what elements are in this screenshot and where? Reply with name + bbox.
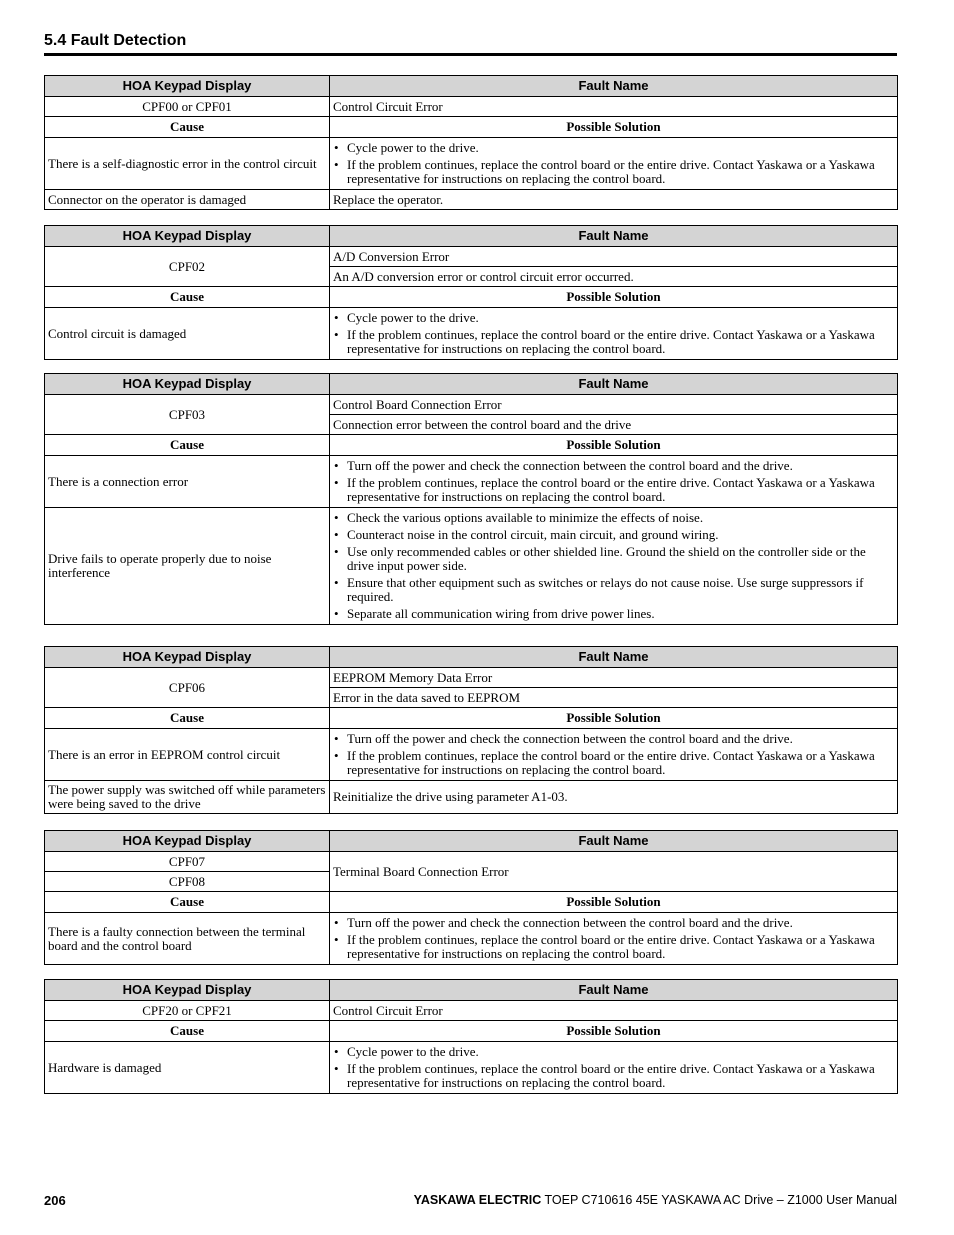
fault-table-cpf03 <box>44 373 898 625</box>
cause-text: There is an error in EEPROM control circuit <box>45 729 330 781</box>
solution-item: • If the problem continues, replace the control board or the entire drive. Contact Yaskawa or a Yaskawa representative for instructions on replacing the control board. <box>333 1062 894 1090</box>
keypad-display-value: CPF20 or CPF21 <box>45 1001 330 1021</box>
fault-name-value: Control Circuit Error <box>330 1001 898 1021</box>
solution-item: • Turn off the power and check the connection between the control board and the drive. <box>333 459 894 473</box>
cause-text: There is a connection error <box>45 456 330 508</box>
solution-item: • Cycle power to the drive. <box>333 1045 894 1059</box>
solution-item: • Turn off the power and check the connection between the control board and the drive. <box>333 732 894 746</box>
solution-item: • If the problem continues, replace the control board or the entire drive. Contact Yaskawa or a Yaskawa representative for instructions on replacing the control board. <box>333 749 894 777</box>
solution-item: • Check the various options available to minimize the effects of noise. <box>333 511 894 525</box>
fault-name-value: Control Board Connection Error <box>330 395 898 415</box>
solution-cell <box>330 456 898 508</box>
hoa-keypad-display-header: HOA Keypad Display <box>45 980 330 1001</box>
fault-name-value: Terminal Board Connection Error <box>330 852 898 892</box>
keypad-display-value: CPF00 or CPF01 <box>45 97 330 117</box>
cause-header: Cause <box>45 435 330 456</box>
fault-name-header: Fault Name <box>330 831 898 852</box>
solution-cell <box>330 308 898 360</box>
section-title: 5.4 Fault Detection <box>44 32 897 56</box>
hoa-keypad-display-header: HOA Keypad Display <box>45 647 330 668</box>
cause-text: There is a faulty connection between the terminal board and the control board <box>45 913 330 965</box>
possible-solution-header: Possible Solution <box>330 287 898 308</box>
solution-cell <box>330 508 898 625</box>
fault-description: An A/D conversion error or control circuit error occurred. <box>330 267 898 287</box>
fault-name-header: Fault Name <box>330 76 898 97</box>
hoa-keypad-display-header: HOA Keypad Display <box>45 831 330 852</box>
fault-name-header: Fault Name <box>330 374 898 395</box>
solution-text: Reinitialize the drive using parameter A1-03. <box>330 781 898 814</box>
fault-name-value: EEPROM Memory Data Error <box>330 668 898 688</box>
fault-name-value: Control Circuit Error <box>330 97 898 117</box>
keypad-display-value: CPF03 <box>45 395 330 435</box>
footer-brand: YASKAWA ELECTRIC <box>413 1193 542 1207</box>
footer-doc-title: TOEP C710616 45E YASKAWA AC Drive – Z1000 User Manual <box>541 1193 897 1207</box>
footer-doc-info <box>414 1193 897 1207</box>
solution-item: • If the problem continues, replace the control board or the entire drive. Contact Yaskawa or a Yaskawa representative for instructions on replacing the control board. <box>333 328 894 356</box>
solution-item: • Separate all communication wiring from drive power lines. <box>333 607 894 621</box>
cause-text: Drive fails to operate properly due to noise interference <box>45 508 330 625</box>
cause-header: Cause <box>45 1021 330 1042</box>
possible-solution-header: Possible Solution <box>330 117 898 138</box>
fault-description: Error in the data saved to EEPROM <box>330 688 898 708</box>
cause-header: Cause <box>45 287 330 308</box>
page-number: 206 <box>44 1193 66 1208</box>
solution-item: • Turn off the power and check the connection between the control board and the drive. <box>333 916 894 930</box>
solution-cell <box>330 138 898 190</box>
solution-item: • If the problem continues, replace the control board or the entire drive. Contact Yaskawa or a Yaskawa representative for instructions on replacing the control board. <box>333 158 894 186</box>
fault-description: Connection error between the control board and the drive <box>330 415 898 435</box>
solution-cell <box>330 913 898 965</box>
keypad-display-value: CPF08 <box>45 872 330 892</box>
fault-table-cpf00-cpf01 <box>44 75 898 210</box>
cause-text: There is a self-diagnostic error in the control circuit <box>45 138 330 190</box>
fault-table-cpf06 <box>44 646 898 814</box>
fault-table-cpf20-cpf21 <box>44 979 898 1094</box>
fault-name-header: Fault Name <box>330 980 898 1001</box>
hoa-keypad-display-header: HOA Keypad Display <box>45 76 330 97</box>
hoa-keypad-display-header: HOA Keypad Display <box>45 226 330 247</box>
possible-solution-header: Possible Solution <box>330 708 898 729</box>
cause-text: Hardware is damaged <box>45 1042 330 1094</box>
keypad-display-value: CPF06 <box>45 668 330 708</box>
solution-item: • Counteract noise in the control circuit, main circuit, and ground wiring. <box>333 528 894 542</box>
solution-item: • Cycle power to the drive. <box>333 311 894 325</box>
fault-table-cpf02 <box>44 225 898 360</box>
fault-table-cpf07-cpf08 <box>44 830 898 965</box>
cause-header: Cause <box>45 892 330 913</box>
possible-solution-header: Possible Solution <box>330 435 898 456</box>
possible-solution-header: Possible Solution <box>330 892 898 913</box>
solution-text: Replace the operator. <box>330 190 898 210</box>
keypad-display-value: CPF02 <box>45 247 330 287</box>
fault-name-header: Fault Name <box>330 226 898 247</box>
keypad-display-value: CPF07 <box>45 852 330 872</box>
solution-item: • If the problem continues, replace the control board or the entire drive. Contact Yaskawa or a Yaskawa representative for instructions on replacing the control board. <box>333 933 894 961</box>
cause-header: Cause <box>45 708 330 729</box>
cause-text: Connector on the operator is damaged <box>45 190 330 210</box>
cause-text: The power supply was switched off while parameters were being saved to the drive <box>45 781 330 814</box>
fault-name-header: Fault Name <box>330 647 898 668</box>
fault-name-value: A/D Conversion Error <box>330 247 898 267</box>
solution-item: • Cycle power to the drive. <box>333 141 894 155</box>
solution-item: • Ensure that other equipment such as switches or relays do not cause noise. Use surge suppressors if required. <box>333 576 894 604</box>
cause-header: Cause <box>45 117 330 138</box>
hoa-keypad-display-header: HOA Keypad Display <box>45 374 330 395</box>
solution-item: • Use only recommended cables or other shielded line. Ground the shield on the controller side or the drive input power side. <box>333 545 894 573</box>
solution-item: • If the problem continues, replace the control board or the entire drive. Contact Yaskawa or a Yaskawa representative for instructions on replacing the control board. <box>333 476 894 504</box>
cause-text: Control circuit is damaged <box>45 308 330 360</box>
solution-cell <box>330 729 898 781</box>
possible-solution-header: Possible Solution <box>330 1021 898 1042</box>
solution-cell <box>330 1042 898 1094</box>
